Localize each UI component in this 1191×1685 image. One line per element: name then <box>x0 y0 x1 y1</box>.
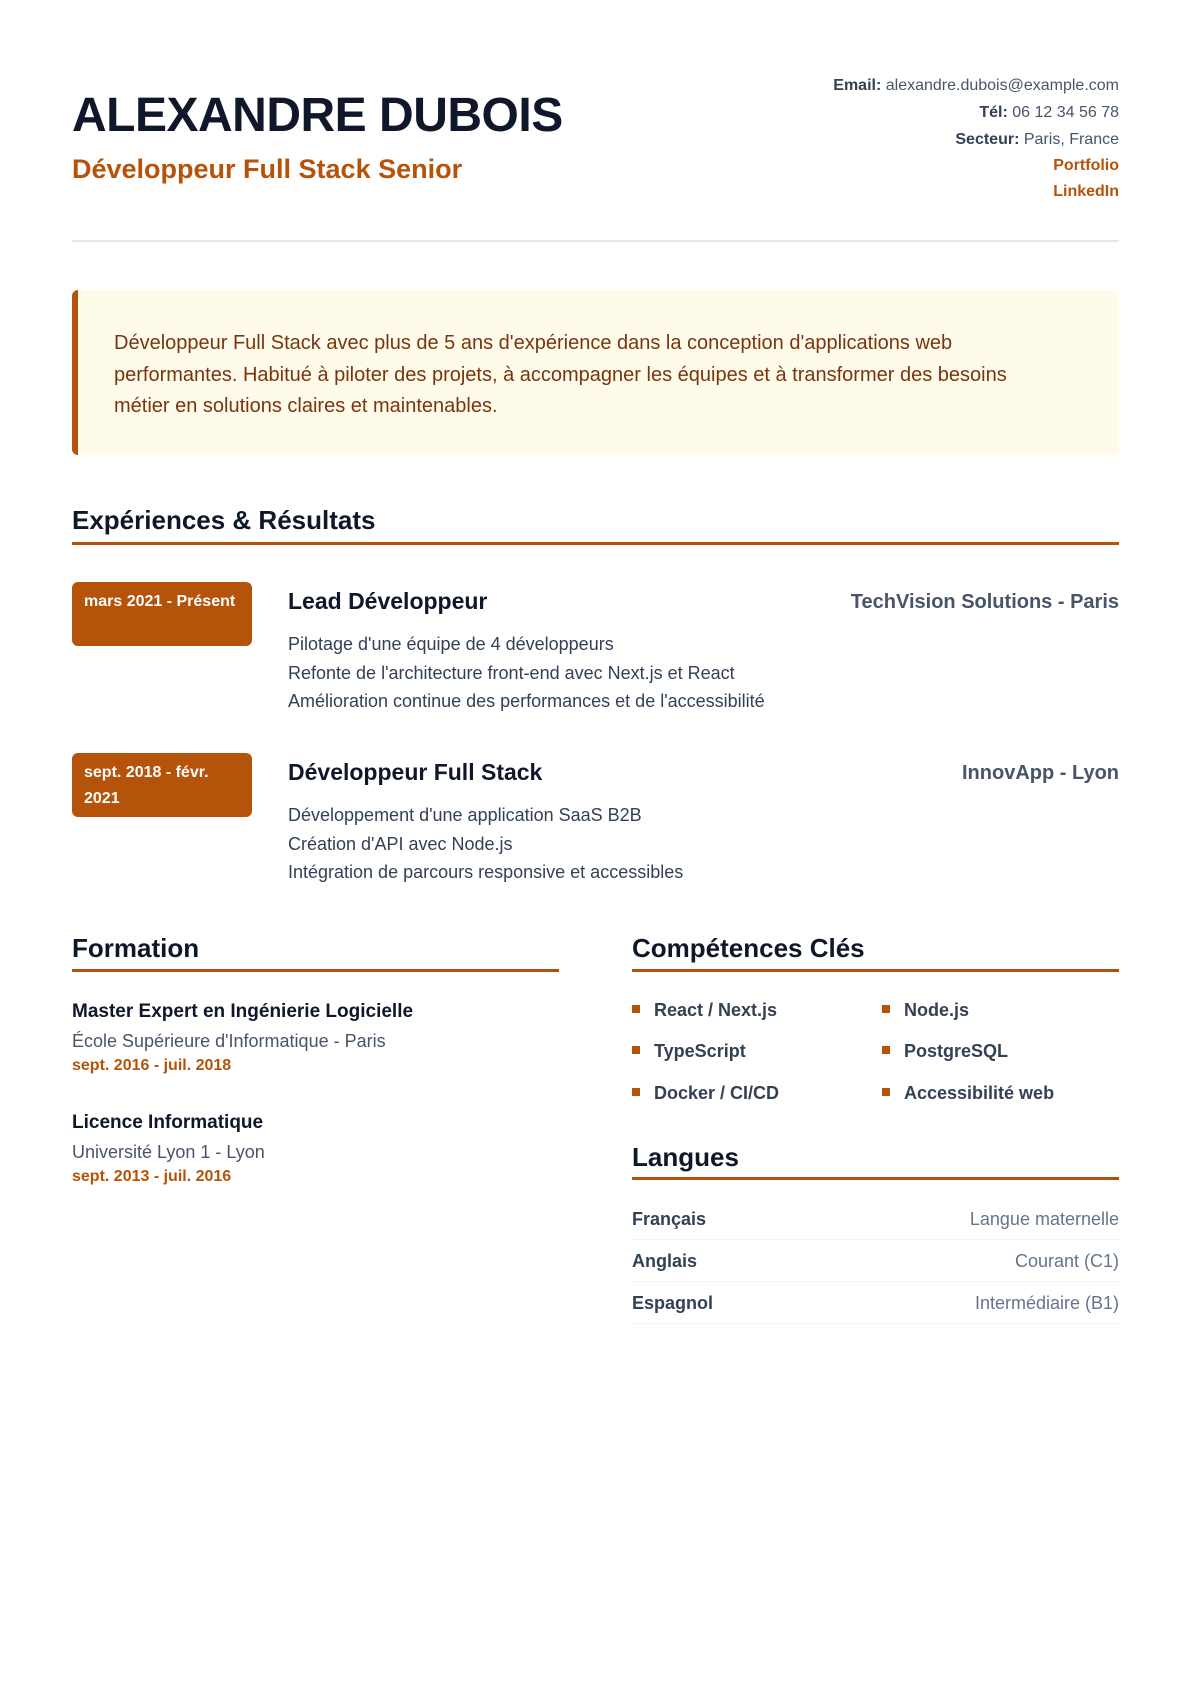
phone-label: Tél: <box>979 104 1008 121</box>
degree-name: Master Expert en Ingénierie Logicielle <box>72 1001 414 1022</box>
sector-value: Paris, France <box>1023 131 1119 148</box>
languages-section-rule <box>632 1177 1119 1180</box>
language-row <box>632 1198 1119 1240</box>
profile-summary: Développeur Full Stack avec plus de 5 ans d'expérience dans la conception d'applications web performantes. Habitué à piloter des projets, à accompagner les équipes et à transformer des besoins métier en solutions claires et maintenables. <box>72 290 1119 455</box>
portfolio-link[interactable]: Portfolio <box>1053 157 1119 174</box>
contact-block <box>833 72 1119 205</box>
square-bullet-icon <box>882 1046 890 1054</box>
email-value[interactable]: alexandre.dubois@example.com <box>885 77 1119 94</box>
experience-bullet: Intégration de parcours responsive et accessibles <box>288 862 684 882</box>
school-name: Université Lyon 1 - Lyon <box>72 1142 265 1162</box>
language-row <box>632 1282 1119 1324</box>
experience-date-badge: mars 2021 - Présent <box>72 582 252 646</box>
language-level: Courant (C1) <box>1014 1251 1119 1271</box>
skill-item <box>882 998 969 1022</box>
experience-date-badge: sept. 2018 - févr. 2021 <box>72 753 252 817</box>
header-divider <box>72 240 1119 242</box>
company-name: TechVision Solutions - Paris <box>850 591 1119 613</box>
square-bullet-icon <box>632 1088 640 1096</box>
job-title: Lead Développeur <box>288 588 488 614</box>
contact-phone <box>833 99 1119 126</box>
skill-item <box>882 1081 1054 1105</box>
experience-bullet: Création d'API avec Node.js <box>288 833 513 854</box>
language-level: Intermédiaire (B1) <box>974 1293 1119 1313</box>
candidate-name: ALEXANDRE DUBOIS <box>72 89 563 142</box>
linkedin-link[interactable]: LinkedIn <box>1053 183 1119 200</box>
square-bullet-icon <box>632 1005 640 1013</box>
skill-label: PostgreSQL <box>904 1041 1009 1061</box>
languages-section-title: Langues <box>632 1142 739 1172</box>
experience-section-title: Expériences & Résultats <box>72 505 376 535</box>
language-name: Anglais <box>632 1251 698 1271</box>
resume-header <box>72 0 1119 244</box>
experience-bullet: Développement d'une application SaaS B2B <box>288 805 642 825</box>
square-bullet-icon <box>632 1046 640 1054</box>
skills-section-title: Compétences Clés <box>632 933 865 963</box>
education-section-rule <box>72 969 559 972</box>
skill-label: Node.js <box>904 1000 970 1020</box>
skill-item <box>632 1081 779 1105</box>
resume-page <box>72 0 1119 1313</box>
candidate-role: Développeur Full Stack Senior <box>72 154 463 184</box>
contact-email[interactable] <box>833 72 1119 99</box>
skill-label: TypeScript <box>654 1041 746 1061</box>
language-level: Langue maternelle <box>969 1209 1119 1229</box>
experience-bullets <box>288 630 765 716</box>
education-item <box>72 1108 559 1188</box>
skill-label: Docker / CI/CD <box>654 1083 780 1103</box>
skill-item <box>632 998 777 1022</box>
experience-bullet: Pilotage d'une équipe de 4 développeurs <box>288 634 614 654</box>
company-name: InnovApp - Lyon <box>961 762 1119 784</box>
language-name: Français <box>632 1209 707 1229</box>
education-dates: sept. 2016 - juil. 2018 <box>72 1057 232 1074</box>
skill-label: React / Next.js <box>654 1000 778 1020</box>
square-bullet-icon <box>882 1005 890 1013</box>
experience-section-rule <box>72 542 1119 545</box>
job-title: Développeur Full Stack <box>288 759 543 785</box>
degree-name: Licence Informatique <box>72 1112 264 1133</box>
education-section-title: Formation <box>72 933 200 963</box>
language-row <box>632 1240 1119 1282</box>
skill-label: Accessibilité web <box>904 1083 1055 1103</box>
skill-item <box>882 1039 1008 1063</box>
email-label: Email: <box>833 77 882 94</box>
sector-label: Secteur: <box>955 131 1020 148</box>
experience-bullet: Amélioration continue des performances et de l'accessibilité <box>288 691 765 711</box>
education-item <box>72 997 559 1077</box>
education-dates: sept. 2013 - juil. 2016 <box>72 1168 232 1185</box>
square-bullet-icon <box>882 1088 890 1096</box>
skill-item <box>632 1039 746 1063</box>
phone-value: 06 12 34 56 78 <box>1012 104 1119 121</box>
experience-bullets <box>288 801 683 887</box>
experience-bullet: Refonte de l'architecture front-end avec Next.js et React <box>288 662 735 683</box>
school-name: École Supérieure d'Informatique - Paris <box>72 1031 386 1051</box>
contact-sector <box>833 126 1119 153</box>
language-name: Espagnol <box>632 1293 714 1313</box>
skills-section-rule <box>632 969 1119 972</box>
